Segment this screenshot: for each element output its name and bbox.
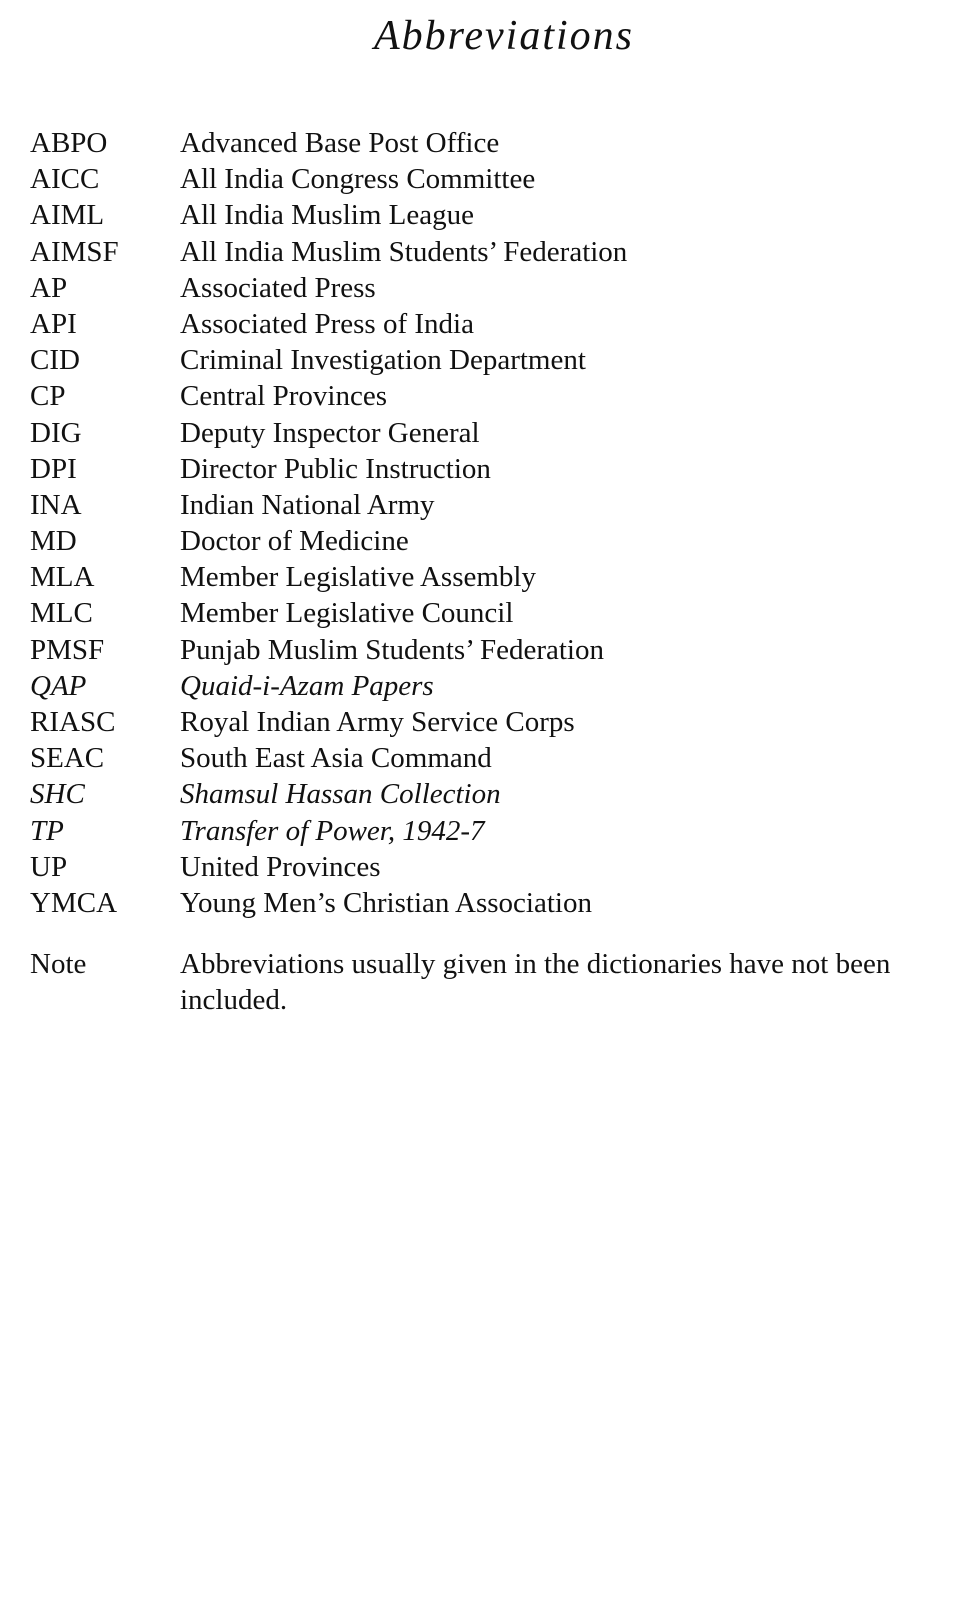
abbreviation-row xyxy=(30,161,940,197)
abbreviation-term: PMSF xyxy=(30,633,105,666)
abbreviation-definition: Associated Press xyxy=(180,271,376,304)
abbreviation-row xyxy=(30,704,940,740)
abbreviation-row xyxy=(30,487,940,523)
abbreviation-row xyxy=(30,378,940,414)
abbreviation-row xyxy=(30,270,940,306)
abbreviation-term: RIASC xyxy=(30,706,116,738)
abbreviation-term: MLC xyxy=(30,597,93,630)
abbreviation-list xyxy=(30,125,940,921)
abbreviation-term: SEAC xyxy=(30,742,105,775)
abbreviation-row xyxy=(30,559,940,595)
abbreviation-row xyxy=(30,813,940,849)
abbreviation-definition: United Provinces xyxy=(180,850,381,883)
abbreviation-row xyxy=(30,885,940,921)
abbreviation-term: SHC xyxy=(30,778,85,811)
abbreviation-definition: Member Legislative Council xyxy=(180,597,514,630)
abbreviation-term: ABPO xyxy=(30,127,108,159)
abbreviation-definition: Shamsul Hassan Collection xyxy=(180,778,501,811)
abbreviation-row xyxy=(30,415,940,451)
abbreviation-definition: All India Muslim League xyxy=(180,199,474,232)
abbreviation-definition: South East Asia Command xyxy=(180,742,492,775)
abbreviation-row xyxy=(30,125,940,161)
abbreviation-definition: Associated Press of India xyxy=(180,307,474,340)
abbreviation-definition: Deputy Inspector General xyxy=(180,416,480,449)
note-text: Abbreviations usually given in the dictionaries have not been included. xyxy=(180,948,891,1016)
abbreviation-definition: Quaid-i-Azam Papers xyxy=(180,669,434,702)
abbreviation-term: TP xyxy=(30,814,64,847)
abbreviation-definition: Advanced Base Post Office xyxy=(180,127,500,159)
abbreviation-definition: Director Public Instruction xyxy=(180,452,491,485)
abbreviation-definition: Doctor of Medicine xyxy=(180,525,409,558)
abbreviation-definition: Young Men’s Christian Association xyxy=(180,886,592,919)
abbreviation-term: AP xyxy=(30,271,68,304)
abbreviation-definition: Punjab Muslim Students’ Federation xyxy=(180,633,604,666)
abbreviation-row xyxy=(30,595,940,631)
abbreviation-row xyxy=(30,306,940,342)
abbreviation-row xyxy=(30,523,940,559)
abbreviation-row xyxy=(30,342,940,378)
abbreviation-row xyxy=(30,632,940,668)
abbreviation-definition: Member Legislative Assembly xyxy=(180,561,536,594)
abbreviation-row xyxy=(30,197,940,233)
page-title: Abbreviations xyxy=(373,13,635,59)
abbreviation-definition: Central Provinces xyxy=(180,380,387,413)
abbreviation-row xyxy=(30,234,940,270)
abbreviation-term: DIG xyxy=(30,416,82,449)
abbreviation-definition: Transfer of Power, 1942-7 xyxy=(180,814,485,847)
abbreviation-row xyxy=(30,668,940,704)
abbreviation-term: MD xyxy=(30,525,77,558)
abbreviation-row xyxy=(30,849,940,885)
abbreviation-term: AIML xyxy=(30,199,105,232)
note-label: Note xyxy=(30,948,87,980)
abbreviation-term: QAP xyxy=(30,669,87,702)
note xyxy=(30,946,940,1018)
abbreviation-definition: All India Congress Committee xyxy=(180,163,536,196)
abbreviation-definition: Criminal Investigation Department xyxy=(180,344,586,377)
abbreviation-row xyxy=(30,776,940,812)
abbreviation-term: CP xyxy=(30,380,66,413)
abbreviation-row xyxy=(30,451,940,487)
abbreviation-term: CID xyxy=(30,344,80,377)
abbreviation-term: INA xyxy=(30,488,82,521)
abbreviation-definition: Royal Indian Army Service Corps xyxy=(180,706,575,738)
abbreviation-term: UP xyxy=(30,850,68,883)
abbreviation-definition: Indian National Army xyxy=(180,488,435,521)
abbreviation-term: API xyxy=(30,307,77,340)
abbreviation-term: AICC xyxy=(30,163,100,196)
abbreviation-definition: All India Muslim Students’ Federation xyxy=(180,235,628,268)
abbreviation-term: MLA xyxy=(30,561,95,594)
abbreviation-term: DPI xyxy=(30,452,77,485)
abbreviation-term: YMCA xyxy=(30,886,118,919)
abbreviation-row xyxy=(30,740,940,776)
abbreviation-term: AIMSF xyxy=(30,235,119,268)
